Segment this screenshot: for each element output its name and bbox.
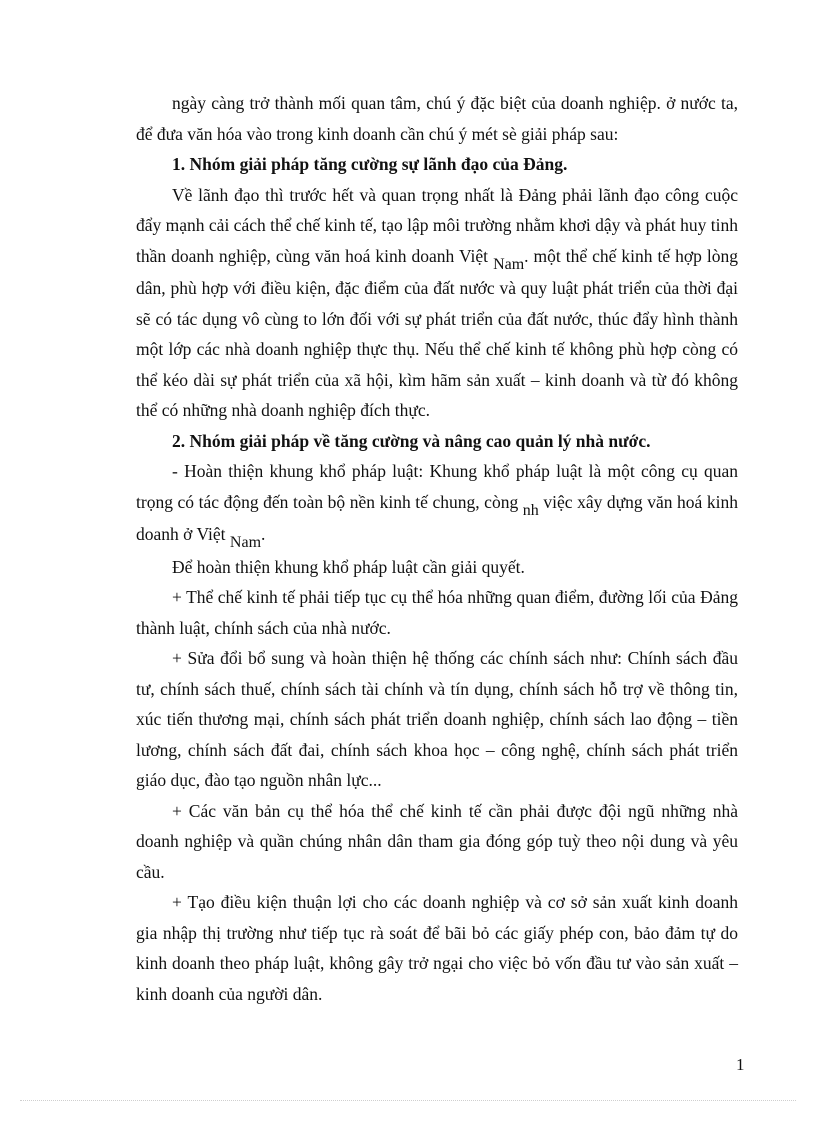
paragraph-leadership-text-a: Về lãnh đạo thì trước hết và quan trọng nhất là Đảng phải lãnh đạo công cuộc đẩy mạnh cải cách thể chế kinh tế, tạo lập môi trường nhằm khơi dậy và phát huy tinh thần doanh nghiệp, cùng văn hoá kinh doanh Việt: [136, 184, 738, 266]
paragraph-intro: ngày càng trở thành mối quan tâm, chú ý đặc biệt của doanh nghiệp. ở nước ta, để đưa văn hóa vào trong kinh doanh cần chú ý mét sè giải pháp sau:: [136, 93, 738, 144]
paragraph-documents: + Các văn bản cụ thể hóa thể chế kinh tế cần phải được đội ngũ những nhà doanh nghiệp và quần chúng nhân dân tham gia đóng góp tuỳ theo nội dung và yêu cầu.: [136, 800, 738, 882]
paragraph-leadership: [136, 180, 738, 426]
paragraph-leadership-text-b: . một thể chế kinh tế hợp lòng dân, phù hợp với điều kiện, đặc điểm của đất nước và quy luật phát triển của thời đại sẽ có tác dụng vô cùng to lớn đối với sự phát triển của đất nước, thúc đẩy hình thành một lớp các nhà doanh nghiệp thực thụ. Nếu thể chế kinh tế không phù hợp còng có thể kéo dài sự phát triển của xã hội, kìm hãm sản xuất – kinh doanh và từ đó không thể có những nhà doanh nghiệp đích thực.: [136, 245, 739, 420]
page-bottom-divider: [20, 1100, 796, 1101]
subscript-nam-2: Nam: [229, 534, 262, 551]
subscript-nh: nh: [522, 501, 539, 519]
paragraph-favorable-conditions: + Tạo điều kiện thuận lợi cho các doanh nghiệp và cơ sở sản xuất kinh doanh gia nhập thị trường như tiếp tục rà soát để bãi bỏ các giấy phép con, bảo đảm tự do kinh doanh theo pháp luật, không gây trở ngại cho việc bỏ vốn đầu tư vào sản xuất – kinh doanh của người dân.: [136, 892, 738, 1004]
paragraph-policy-system: + Sửa đổi bổ sung và hoàn thiện hệ thống các chính sách như: Chính sách đầu tư, chính sách thuế, chính sách tài chính và tín dụng, chính sách hỗ trợ về thông tin, xúc tiến thương mại, chính sách phát triển doanh nghiệp, chính sách lao động – tiền lương, chính sách đất đai, chính sách khoa học – công nghệ, chính sách phát triển giáo dục, đào tạo nguồn nhân lực...: [136, 648, 738, 790]
document-body: [136, 88, 738, 1009]
heading-party-leadership: 1. Nhóm giải pháp tăng cường sự lãnh đạo của Đảng.: [172, 154, 568, 174]
paragraph-legal-framework: [136, 456, 738, 552]
paragraph-legal-text-b: việc xây dựng văn hoá kinh doanh ở Việt: [136, 491, 739, 544]
page-number: 1: [736, 1055, 745, 1074]
paragraph-legal-text-a: - Hoàn thiện khung khổ pháp luật: Khung khổ pháp luật là một công cụ quan trọng có tác động đến toàn bộ nền kinh tế chung, còng: [136, 461, 738, 512]
paragraph-to-resolve: Để hoàn thiện khung khổ pháp luật cần giải quyết.: [172, 556, 525, 577]
paragraph-legal-text-c: .: [261, 524, 266, 544]
heading-state-management: 2. Nhóm giải pháp về tăng cường và nâng cao quản lý nhà nước.: [172, 430, 651, 451]
subscript-nam-1: Nam: [493, 255, 525, 273]
paragraph-institution: + Thể chế kinh tế phải tiếp tục cụ thể hóa những quan điểm, đường lối của Đảng thành luật, chính sách của nhà nước.: [136, 587, 738, 638]
